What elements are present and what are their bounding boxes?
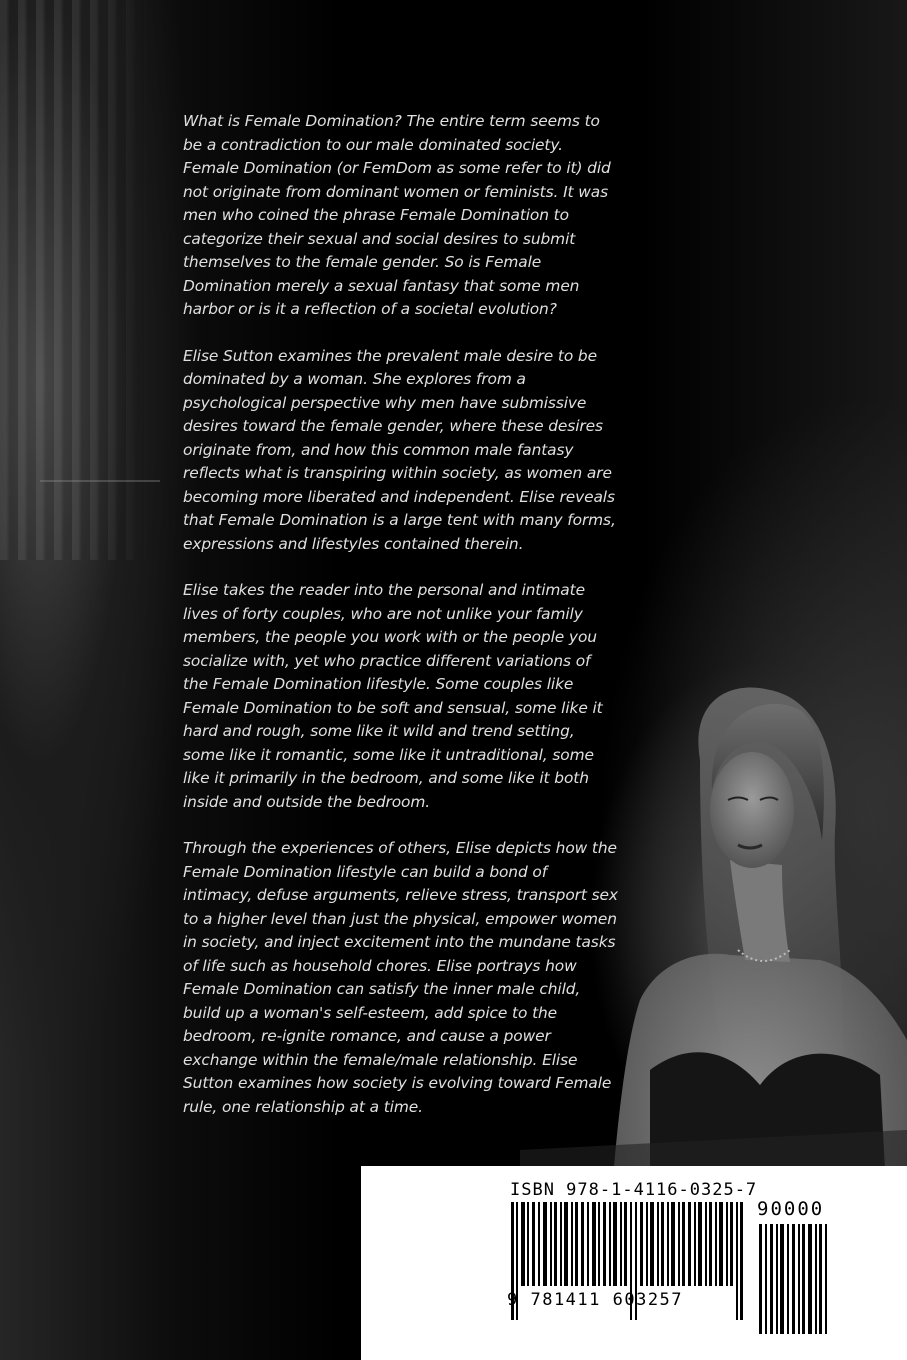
ean-digits: 9 781411 603257 (507, 1290, 684, 1310)
blurb-paragraph-2: Elise Sutton examines the prevalent male desire to be dominated by a woman. She explores from a psychological perspective why men have submissive desires toward the female gender, where these desires originate from, and how this common male fantasy reflects what is transpiring within society, as women are becoming more liberated and independent. Elise reveals that Female Domination is a large tent with many forms, expressions and lifestyles contained therein. (183, 346, 616, 553)
price-code: 90000 (757, 1198, 825, 1220)
isbn-barcode-block (361, 1166, 907, 1360)
blurb-paragraph-4: Through the experiences of others, Elise depicts how the Female Domination lifestyle can build a bond of intimacy, defuse arguments, relieve stress, transport sex to a higher level than just the physical, empower women in society, and inject excitement into the mundane tasks of life such as household chores. Elise portrays how Female Domination can satisfy the inner male child, build up a woman's self-esteem, add spice to the bedroom, re-ignite romance, and cause a power exchange within the female/male relationship. Elise Sutton examines how society is evolving toward Female rule, one relationship at a time. (183, 839, 618, 1116)
isbn-label: ISBN 978-1-4116-0325-7 (510, 1180, 758, 1200)
barcode-bars (361, 1166, 907, 1360)
blurb-paragraph-3: Elise takes the reader into the personal and intimate lives of forty couples, who are not unlike your family members, the people you work with or the people you socialize with, yet who practice different variations of the Female Domination lifestyle. Some couples like Female Domination to be soft and sensual, some like it hard and rough, some like it wild and trend setting, some like it romantic, some like it untraditional, some like it primarily in the bedroom, and some like it both inside and outside the bedroom. (183, 581, 603, 811)
blurb-paragraph-1: What is Female Domination? The entire term seems to be a contradiction to our male dominated society. Female Domination (or FemDom as some refer to it) did not originate from dominant women or feminists. It was men who coined the phrase Female Domination to categorize their sexual and social desires to submit themselves to the female gender. So is Female Domination merely a sexual fantasy that some men harbor or is it a reflection of a societal evolution? (183, 112, 611, 318)
blurb-text (183, 110, 618, 1142)
